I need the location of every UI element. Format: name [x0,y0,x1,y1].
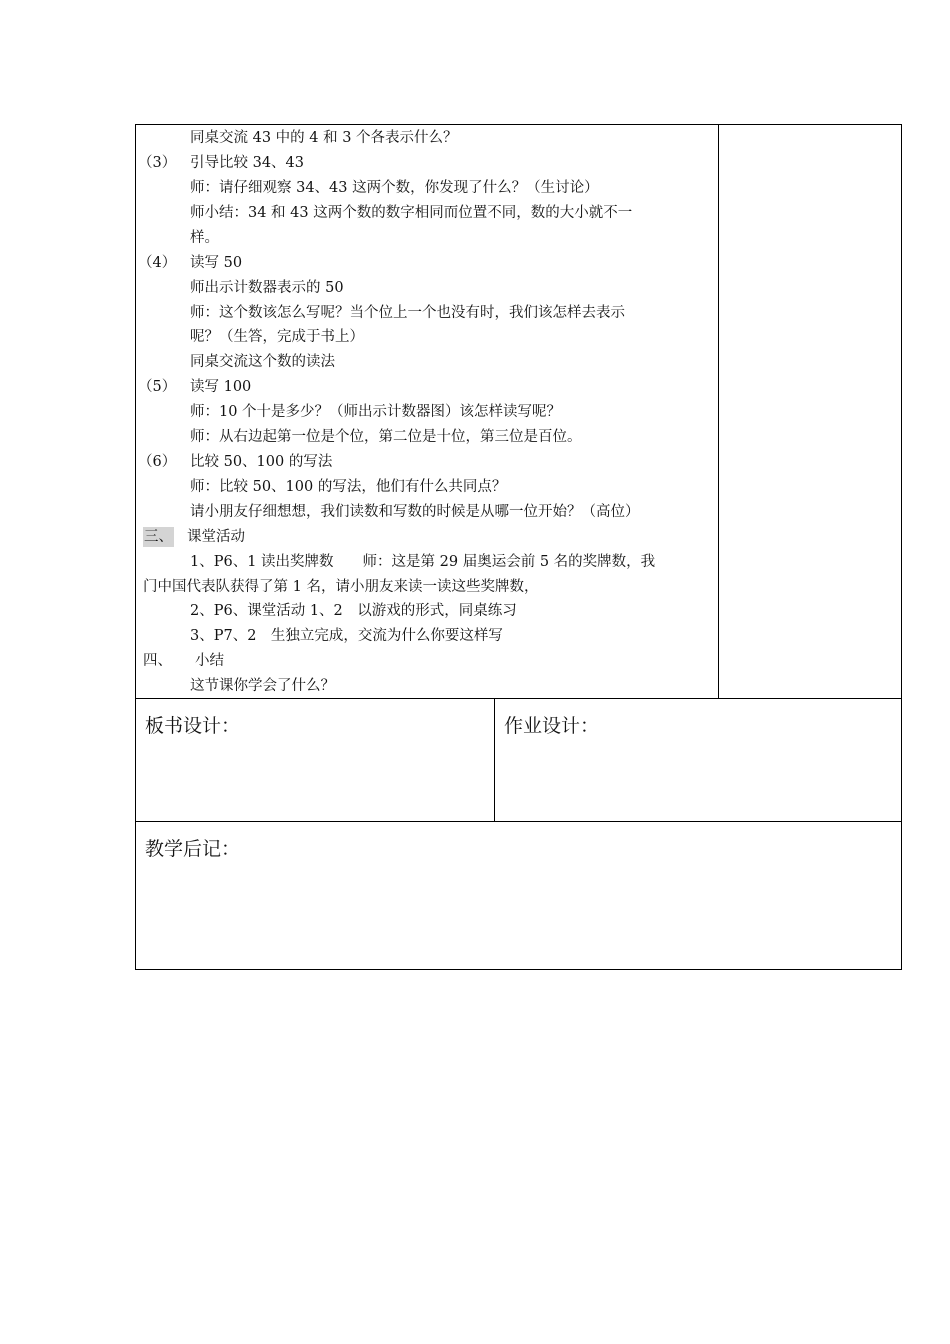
column-divider [718,124,719,699]
step-number: （3） [138,155,177,171]
lesson-line: 比较 50、100 的写法 [190,454,333,470]
column-divider [494,698,495,822]
lesson-line: 课堂活动 [187,529,245,545]
lesson-line: 师：请仔细观察 34、43 这两个数，你发现了什么？（生讨论） [190,180,599,196]
lesson-line: 这节课你学会了什么？ [190,678,335,694]
lesson-line: 门中国代表队获得了第 1 名，请小朋友来读一读这些奖牌数， [143,579,539,595]
teaching-notes-label: 教学后记： [145,838,241,860]
lesson-line: 引导比较 34、43 [190,155,305,171]
lesson-line: 同桌交流这个数的读法 [190,354,335,370]
lesson-line: 呢？（生答，完成于书上） [190,329,364,345]
lesson-line: 同桌交流 43 中的 4 和 3 个各表示什么？ [190,130,458,146]
lesson-line: 小结 [195,653,224,669]
homework-design-label: 作业设计： [504,715,600,737]
lesson-line: 师：比较 50、100 的写法，他们有什么共同点？ [190,479,507,495]
step-number: （4） [138,255,177,271]
teaching-notes-cell [135,821,902,970]
lesson-line: 师：从右边起第一位是个位，第二位是十位，第三位是百位。 [190,429,582,445]
step-number: （6） [138,454,177,470]
lesson-line: 师小结：34 和 43 这两个数的数字相同而位置不同，数的大小就不一 [190,205,633,221]
section-number: 四、 [143,653,172,669]
lesson-line: 样。 [190,230,219,246]
lesson-line: 师：这个数该怎么写呢？当个位上一个也没有时，我们该怎样去表示 [190,305,625,321]
section-number: 三、 [144,529,173,545]
lesson-line: 3、P7、2 生独立完成，交流为什么你要这样写 [190,628,503,644]
lesson-line: 请小朋友仔细想想，我们读数和写数的时候是从哪一位开始？（高位） [190,504,640,520]
lesson-line: 1、P6、1 读出奖牌数 师：这是第 29 届奥运会前 5 名的奖牌数，我 [190,554,656,570]
lesson-line: 师：10 个十是多少？（师出示计数器图）该怎样读写呢？ [190,404,562,420]
lesson-line: 师出示计数器表示的 50 [190,280,344,296]
lesson-line: 读写 100 [190,379,252,395]
board-design-label: 板书设计： [145,715,241,737]
step-number: （5） [138,379,177,395]
lesson-line: 2、P6、课堂活动 1、2 以游戏的形式，同桌练习 [190,603,517,619]
lesson-line: 读写 50 [190,255,243,271]
